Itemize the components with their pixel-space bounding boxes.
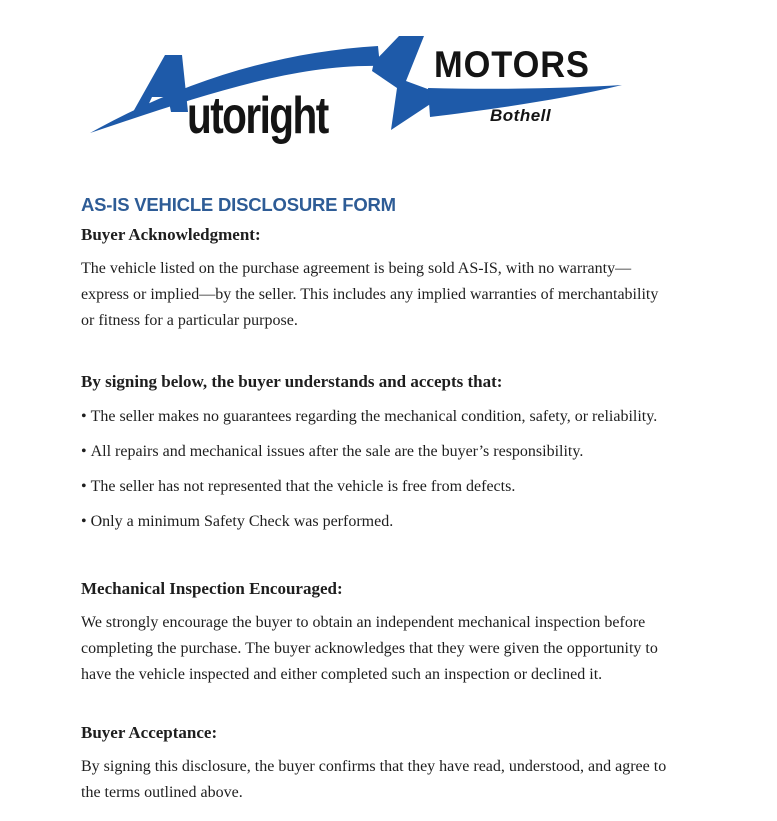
logo-location-text: Bothell <box>490 106 552 125</box>
text-line: or fitness for a particular purpose. <box>81 312 298 329</box>
text-line: express or implied—by the seller. This includes any implied warranties of merchantability <box>81 286 659 303</box>
text-line: completing the purchase. The buyer acknowledges that they were given the opportunity to <box>81 640 658 657</box>
text-line: The vehicle listed on the purchase agreement is being sold AS-IS, with no warranty— <box>81 260 632 277</box>
inspection-heading: Mechanical Inspection Encouraged: <box>81 579 343 598</box>
text-line: have the vehicle inspected and either completed such an inspection or declined it. <box>81 666 603 683</box>
logo-header <box>0 0 777 170</box>
text-line: the terms outlined above. <box>81 784 243 801</box>
acceptance-heading: Buyer Acceptance: <box>81 723 218 742</box>
bullet-item: • Only a minimum Safety Check was performed. <box>81 509 696 544</box>
accepts-heading: By signing below, the buyer understands and accepts that: <box>81 372 503 391</box>
bullet-item: • The seller makes no guarantees regarding the mechanical condition, safety, or reliability. <box>81 404 696 439</box>
document-body <box>0 194 777 806</box>
acknowledgment-heading: Buyer Acknowledgment: <box>81 225 261 244</box>
inspection-paragraph <box>81 610 696 688</box>
bullet-item: • All repairs and mechanical issues after the sale are the buyer’s responsibility. <box>81 439 696 474</box>
logo-motors-text: MOTORS <box>434 43 590 86</box>
document-title: AS-IS VEHICLE DISCLOSURE FORM <box>81 194 396 215</box>
accepts-bullet-list <box>81 404 696 544</box>
acceptance-paragraph <box>81 754 696 806</box>
autoright-motors-logo <box>0 0 777 165</box>
text-line: By signing this disclosure, the buyer confirms that they have read, understood, and agree to <box>81 758 667 775</box>
acknowledgment-paragraph <box>81 256 696 334</box>
text-line: We strongly encourage the buyer to obtain an independent mechanical inspection before <box>81 614 646 631</box>
logo-brand-text: utoright <box>187 86 328 145</box>
bullet-item: • The seller has not represented that the vehicle is free from defects. <box>81 474 696 509</box>
